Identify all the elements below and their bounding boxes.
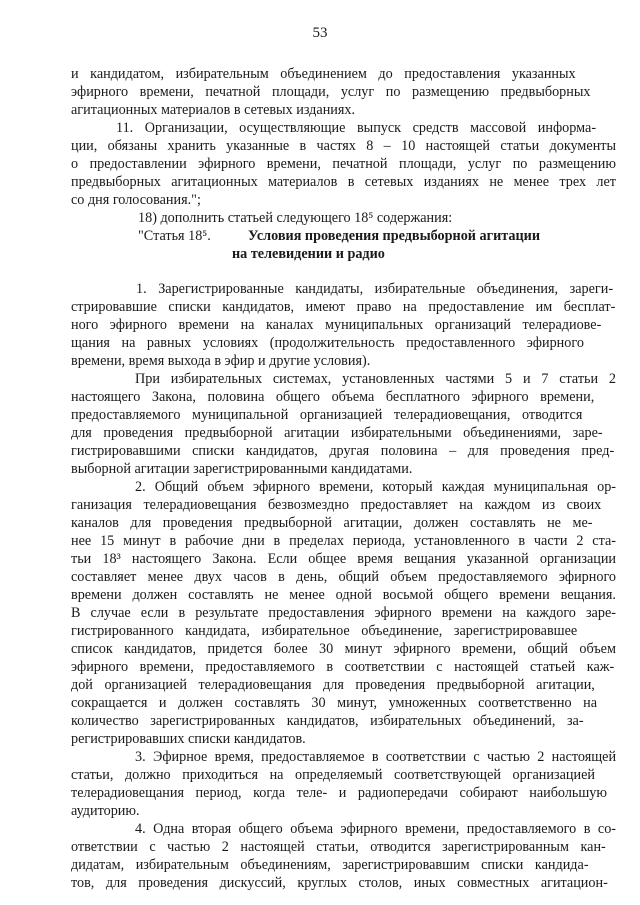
article-heading-title: на телевидении и радио (232, 246, 385, 262)
text-line: статьи, должно приходиться на определяемый соответствующей организацией (71, 767, 595, 783)
text-line: тьи 18³ настоящего Закона. Если общее время вещания указанной организации (71, 551, 617, 567)
text-line: ции, обязаны хранить указанные в частях 8 – 10 настоящей статьи документы (71, 138, 617, 154)
text-line: стрировавшие списки кандидатов, имеют право на предоставление им бесплат- (71, 299, 616, 315)
text-line: 18) дополнить статьей следующего 18⁵ содержания: (138, 210, 453, 226)
text-line: и кандидатом, избирательным объединением до предоставления указанных (71, 66, 576, 82)
text-line: дой организацией телерадиовещания для проведения предвыборной агитации, (71, 677, 595, 693)
text-line: нее 15 минут в рабочие дни в пределах периода, установленного в части 2 ста- (71, 533, 616, 549)
text-line: настоящего Закона, половина общего объема бесплатного эфирного времени, (71, 389, 595, 405)
text-line: эфирного времени, предоставляемого в соответствии с настоящей статьей каж- (71, 659, 615, 675)
text-line: ганизация телерадиовещания безвозмездно предоставляет на каждом из своих (71, 497, 602, 513)
text-line: сокращается и должен составлять 30 минут, умноженных соответственно на (71, 695, 597, 711)
text-line: гистрировавшими списки кандидатов, другая половина – для проведения пред- (71, 443, 615, 459)
text-line: тов, для проведения дискуссий, круглых столов, иных совместных агитацион- (71, 875, 608, 891)
text-line: для проведения предвыборной агитации избирательными объединениями, заре- (71, 425, 603, 441)
article-heading-title: Условия проведения предвыборной агитации (248, 228, 540, 244)
text-line: выборной агитации зарегистрированными кандидатами. (71, 461, 413, 477)
text-line: ответствии с частью 2 настоящей статьи, отводится зарегистрированным кан- (71, 839, 606, 855)
text-line: дидатам, избирательным объединениям, зарегистрировавшим списки кандида- (71, 857, 589, 873)
text-line: составляет менее двух часов в день, общий объем предоставляемого эфирного (71, 569, 617, 585)
text-line: 2. Общий объем эфирного времени, который каждая муниципальная ор- (135, 479, 617, 495)
text-line: со дня голосования."; (71, 192, 201, 208)
text-line: эфирного времени, печатной площади, услуг по размещению предвыборных (71, 84, 591, 100)
text-line: 1. Зарегистрированные кандидаты, избирательные объединения, зареги- (136, 281, 614, 297)
text-line: щания на равных условиях (продолжительность предоставленного эфирного (71, 335, 584, 351)
text-line: гистрированного кандидата, избирательное объединение, зарегистрировавшее (71, 623, 578, 639)
text-line: агитационных материалов в сетевых изданиях. (71, 102, 356, 118)
text-line: аудиторию. (71, 803, 140, 819)
text-line: ного эфирного времени на каналах муниципальных организаций телерадиове- (71, 317, 602, 333)
text-line: регистрировавших списки кандидатов. (71, 731, 306, 747)
text-line: времени, время выхода в эфир и другие условия). (71, 353, 371, 369)
text-line: предвыборных агитационных материалов в сетевых изданиях не менее трех лет (71, 174, 616, 190)
text-line: о предоставлении эфирного времени, печатной площади, услуг по размещению (71, 156, 616, 172)
page-number: 53 (312, 25, 328, 41)
text-line: времени должен составлять не менее одной восьмой общего времени вещания. (71, 587, 616, 603)
text-line: При избирательных системах, установленных частями 5 и 7 статьи 2 (135, 371, 617, 387)
text-line: предоставляемого муниципальной организацией телерадиовещания, отводится (71, 407, 583, 423)
text-line: количество зарегистрированных кандидатов, избирательных объединений, за- (71, 713, 584, 729)
text-line: 11. Организации, осуществляющие выпуск средств массовой информа- (116, 120, 597, 136)
article-heading-label: "Статья 18⁵. (138, 228, 211, 244)
text-line: 3. Эфирное время, предоставляемое в соответствии с частью 2 настоящей (135, 749, 617, 765)
text-line: В случае если в результате предоставления эфирного времени на каждого заре- (71, 605, 616, 621)
text-line: каналов для проведения предвыборной агитации, должен составлять не ме- (71, 515, 593, 531)
text-line: 4. Одна вторая общего объема эфирного времени, предоставляемого в со- (135, 821, 617, 837)
text-line: телерадиовещания период, когда теле- и радиопередачи собирают наибольшую (71, 785, 607, 801)
text-line: список кандидатов, придется более 30 минут эфирного времени, общий объем (71, 641, 616, 657)
